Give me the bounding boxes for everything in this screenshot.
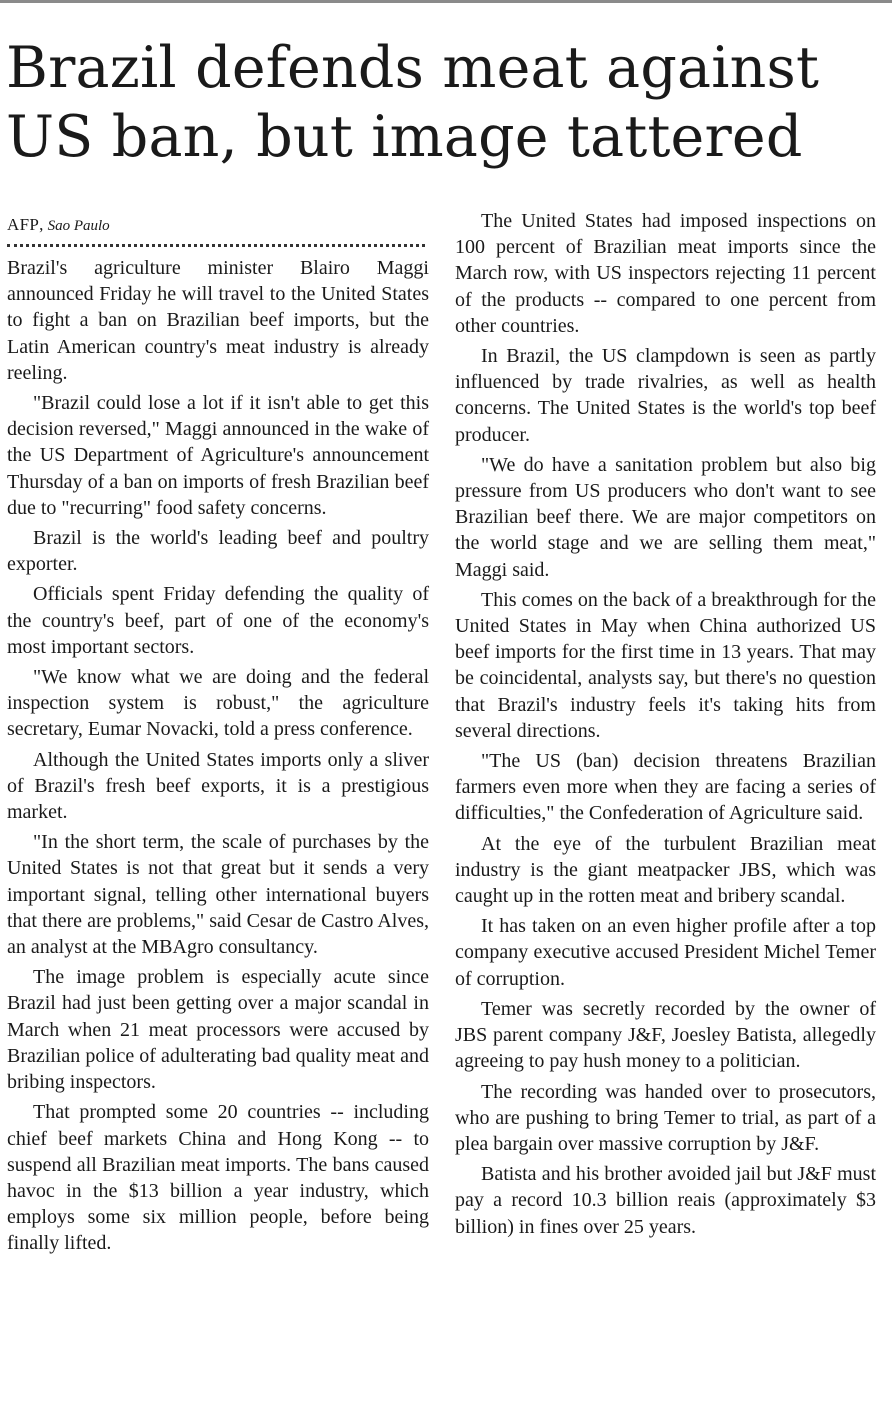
article-paragraph: This comes on the back of a breakthrough for the United States in May when China authorized US beef imports for the first time in 13 years. That may be coincidental, analysts say, but there's no question that Brazil's industry feels it's taking hits from several directions.	[455, 588, 876, 742]
article-paragraph: "We know what we are doing and the federal inspection system is robust," the agriculture secretary, Eumar Novacki, told a press conference.	[7, 666, 429, 741]
article-paragraph: "The US (ban) decision threatens Brazilian farmers even more when they are facing a series of difficulties," the Confederation of Agriculture said.	[455, 750, 876, 825]
article-paragraph: The recording was handed over to prosecutors, who are pushing to bring Temer to trial, as part of a plea bargain over massive corruption by J&F.	[455, 1080, 876, 1155]
article-headline: Brazil defends meat against US ban, but image tattered	[6, 35, 820, 170]
top-border-rule	[0, 0, 892, 3]
article-paragraph: Batista and his brother avoided jail but J&F must pay a record 10.3 billion reais (approximately $3 billion) in fines over 25 years.	[455, 1163, 876, 1238]
article-paragraph: Officials spent Friday defending the quality of the country's beef, part of one of the economy's most important sectors.	[7, 583, 429, 658]
article-paragraph: The United States had imposed inspections on 100 percent of Brazilian meat imports since the March row, with US inspectors rejecting 11 percent of the products -- compared to one percent from other countries.	[455, 210, 876, 337]
article-paragraph: That prompted some 20 countries -- including chief beef markets China and Hong Kong -- to suspend all Brazilian meat imports. The bans caused havoc in the $13 billion a year industry, which employs some six million people, before being finally lifted.	[7, 1101, 429, 1255]
dateline-divider	[7, 244, 425, 247]
article-paragraph: In Brazil, the US clampdown is seen as partly influenced by trade rivalries, as well as health concerns. The United States is the world's top beef producer.	[455, 345, 876, 446]
news-agency: AFP	[7, 215, 40, 234]
article-column-right	[455, 208, 876, 1244]
article-paragraph: Temer was secretly recorded by the owner of JBS parent company J&F, Joesley Batista, allegedly agreeing to pay hush money to a politician.	[455, 997, 876, 1073]
article-paragraph: "We do have a sanitation problem but also big pressure from US producers who don't want to see Brazilian beef there. We are major competitors on the world stage and we are selling them meat," Maggi said.	[455, 453, 876, 581]
article-paragraph: At the eye of the turbulent Brazilian meat industry is the giant meatpacker JBS, which was caught up in the rotten meat and bribery scandal.	[455, 832, 876, 908]
article-paragraph: Brazil is the world's leading beef and poultry exporter.	[7, 527, 429, 576]
article-paragraph: The image problem is especially acute since Brazil had just been getting over a major scandal in March when 21 meat processors were accused by Brazilian police of adulterating bad quality meat and bribing inspectors.	[7, 966, 429, 1094]
dateline: AFP, Sao Paulo	[7, 215, 110, 234]
article-paragraph: Although the United States imports only a sliver of Brazil's fresh beef exports, it is a prestigious market.	[7, 748, 429, 824]
article-paragraph: "In the short term, the scale of purchases by the United States is not that great but it sends a very important signal, telling other international buyers that there are problems," said Cesar de Castro Alves, an analyst at the MBAgro consultancy.	[7, 831, 429, 959]
article-paragraph: "Brazil could lose a lot if it isn't able to get this decision reversed," Maggi announced in the wake of the US Department of Agriculture's announcement Thursday of a ban on imports of fresh Brazilian beef due to "recurring" food safety concerns.	[7, 392, 429, 519]
dateline-location: Sao Paulo	[47, 218, 110, 234]
article-paragraph: Brazil's agriculture minister Blairo Maggi announced Friday he will travel to the United States to fight a ban on Brazilian beef imports, but the Latin American country's meat industry is already reeling.	[7, 257, 429, 384]
article-column-left	[7, 212, 429, 1261]
article-paragraph: It has taken on an even higher profile after a top company executive accused President Michel Temer of corruption.	[455, 915, 876, 990]
